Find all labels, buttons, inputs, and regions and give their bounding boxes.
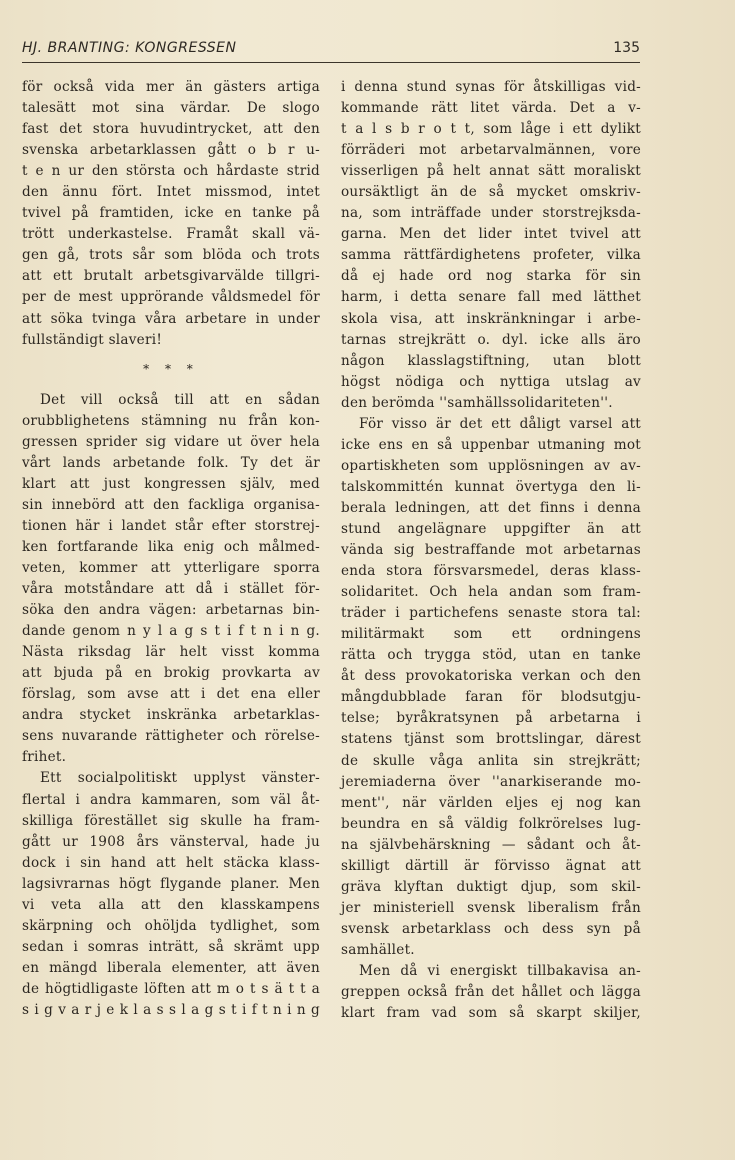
text-line: garna. Men det lider intet tvivel att [341, 226, 641, 243]
page-header [22, 40, 640, 63]
text-line: berala ledningen, att det finns i denna [341, 499, 641, 516]
text-line: sin innebörd att den fackliga organisa- [22, 496, 320, 513]
text-line: gressen sprider sig vidare ut över hela [22, 433, 320, 450]
text-line: den berömda ''samhällssolidariteten''. [341, 394, 613, 411]
text-line: enda stora försvarsmedel, deras klass- [341, 563, 641, 580]
text-line: veten, kommer att ytterligare sporra [22, 559, 320, 576]
text-line: na, som inträffade under storstrejksda- [341, 205, 641, 222]
text-line: tvivel på framtiden, icke en tanke på [22, 205, 320, 222]
text-line: våra motståndare att då i stället för- [22, 581, 320, 598]
text-line: samma rättfärdighetens profeter, vilka [341, 247, 641, 264]
text-line: svensk arbetarklass och dess syn på [341, 920, 641, 937]
text-line: att bjuda på en brokig provkarta av [22, 665, 320, 682]
text-line: samhället. [341, 941, 415, 958]
text-line: ken fortfarande lika enig och målmed- [22, 538, 320, 555]
text-line: tarnas strejkrätt o. dyl. icke alls äro [341, 331, 641, 348]
text-line: andra stycket inskränka arbetarklas- [22, 707, 320, 724]
text-line: na självbehärskning — sådant och åt- [341, 836, 641, 853]
text-line: vi veta alla att den klasskampens [22, 896, 320, 913]
text-line: fast det stora huvudintrycket, att den [22, 121, 320, 138]
text-line: mångdubblade faran för blodsutgju- [341, 689, 641, 706]
text-line: Nästa riksdag lär helt visst komma [22, 644, 320, 661]
text-line: visserligen på helt annat sätt moraliskt [341, 163, 641, 180]
text-line: rätta och trygga stöd, utan en tanke [341, 647, 641, 664]
text-line: talesätt mot sina värdar. De slogo [22, 100, 320, 117]
text-line: Ett socialpolitiskt upplyst vänster- [40, 770, 320, 787]
text-line: flertal i andra kammaren, som väl åt- [22, 791, 320, 808]
text-line: åt dess provokatoriska verkan och den [341, 668, 641, 685]
text-line: tionen här i landet står efter storstrej- [22, 517, 320, 534]
text-line: för också vida mer än gästers artiga [22, 79, 320, 95]
text-line: svenska arbetarklassen gått o b r u- [22, 142, 320, 159]
text-line: vårt lands arbetande folk. Ty det är [22, 454, 320, 471]
left-text-column [22, 77, 320, 1021]
text-line: vända sig bestraffande mot arbetarnas [341, 542, 641, 559]
text-line: stund angelägnare uppgifter än att [341, 520, 641, 537]
text-line: sens nuvarande rättigheter och rörelse- [22, 728, 320, 745]
text-line: t e n ur den största och hårdaste strid [22, 163, 320, 180]
text-line: träder i partichefens senaste stora tal: [341, 605, 641, 622]
text-line: förslag, som avse att i det ena eller [22, 686, 320, 703]
text-line: s i g v a r j e k l a s s l a g s t i f t n i n g [22, 1001, 320, 1018]
text-line: kommande rätt litet värda. Det a v- [341, 100, 641, 117]
text-line: klart att just kongressen själv, med [22, 475, 320, 492]
text-line: en mängd liberala elementer, att även [22, 959, 320, 976]
text-line: orubblighetens stämning nu från kon- [22, 412, 320, 429]
text-line: skilligt därtill är förvisso ägnat att [341, 857, 641, 874]
text-line: beundra en så väldig folkrörelses lug- [341, 815, 641, 832]
right-text-column [341, 77, 641, 1024]
text-line: skärpning och ohöljda tydlighet, som [22, 917, 320, 934]
text-line: söka den andra vägen: arbetarnas bin- [22, 602, 320, 619]
running-title: HJ. BRANTING: KONGRESSEN [22, 40, 237, 56]
text-line: någon klasslagstiftning, utan blott [341, 352, 641, 369]
section-separator: * * * [143, 361, 199, 376]
page-number: 135 [613, 40, 640, 56]
text-line: telse; byråkratsynen på arbetarna i [341, 710, 641, 727]
text-line: skilliga förestället sig skulle ha fram- [22, 812, 320, 829]
text-line: gen gå, trots sår som blöda och trots [22, 247, 320, 264]
text-line: att ett brutalt arbetsgivarvälde tillgri- [22, 268, 320, 285]
text-line: greppen också från det hållet och lägga [341, 984, 641, 1001]
text-line: opartiskheten som upplösningen av av- [341, 457, 641, 474]
text-line: per de mest upprörande våldsmedel för [22, 289, 320, 306]
text-line: jer ministeriell svensk liberalism från [341, 899, 641, 916]
text-line: För visso är det ett dåligt varsel att [359, 415, 641, 432]
text-line: förräderi mot arbetarvalmännen, vore [341, 142, 641, 159]
text-line: lagsivrarnas högt flygande planer. Men [22, 875, 320, 892]
text-line: att söka tvinga våra arbetare in under [22, 310, 320, 327]
text-line: gått ur 1908 års vänsterval, hade ju [22, 833, 320, 850]
text-line: gräva klyftan duktigt djup, som skil- [341, 878, 641, 895]
text-line: militärmakt som ett ordningens [341, 626, 641, 643]
text-line: icke ens en så uppenbar utmaning mot [341, 436, 641, 453]
text-line: statens tjänst som brottslingar, därest [341, 731, 641, 748]
text-line: trött underkastelse. Framåt skall vä- [22, 226, 320, 243]
text-line: de högtidligaste löften att m o t s ä t t a [22, 980, 320, 997]
text-line: Men då vi energiskt tillbakavisa an- [359, 962, 641, 979]
text-line: klart fram vad som så skarpt skiljer, [341, 1005, 641, 1022]
text-line: Det vill också till att en sådan [40, 391, 320, 408]
text-line: jeremiaderna över ''anarkiserande mo- [341, 773, 641, 790]
text-line: dande genom n y l a g s t i f t n i n g. [22, 623, 320, 640]
text-line: dock i sin hand att helt stäcka klass- [22, 854, 320, 871]
text-line: den ännu fört. Intet missmod, intet [22, 184, 320, 201]
text-line: ment'', när världen eljes ej nog kan [341, 794, 641, 811]
text-line: fullständigt slaveri! [22, 331, 163, 348]
text-line: högst nödiga och nyttiga utslag av [341, 373, 641, 390]
text-line: solidaritet. Och hela andan som fram- [341, 584, 641, 601]
text-line: de skulle våga anlita sin strejkrätt; [341, 752, 641, 769]
text-line: frihet. [22, 749, 67, 766]
text-line: då ej hade ord nog starka för sin [341, 268, 641, 285]
text-line: t a l s b r o t t, som låge i ett dylikt [341, 121, 641, 138]
text-line: skola visa, att inskränkningar i arbe- [341, 310, 641, 327]
text-line: oursäktligt än de så mycket omskriv- [341, 184, 641, 201]
text-line: sedan i somras inträtt, så skrämt upp [22, 938, 320, 955]
text-line: i denna stund synas för åtskilligas vid- [341, 79, 641, 95]
text-line: talskommittén kunnat övertyga den li- [341, 478, 641, 495]
text-line: harm, i detta senare fall med lätthet [341, 289, 641, 306]
